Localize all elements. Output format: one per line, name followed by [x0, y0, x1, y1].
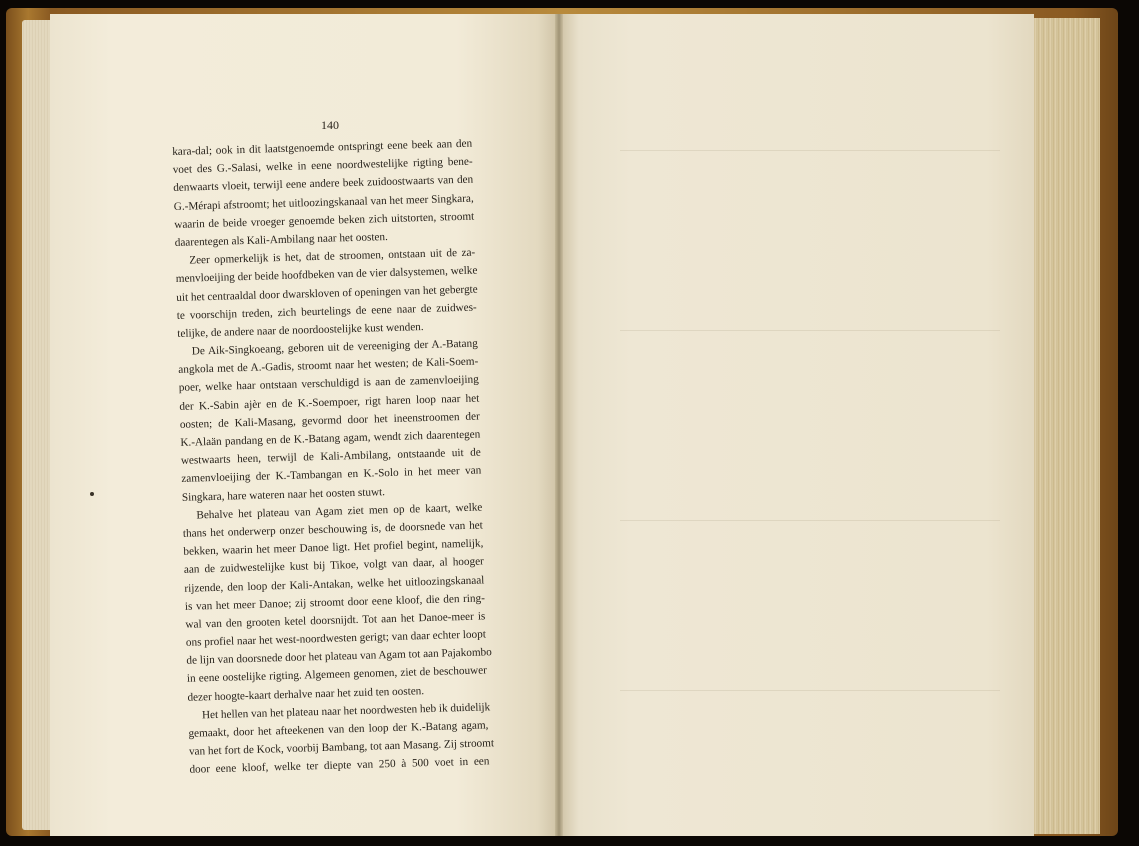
text-line: ons profiel naar het west-noordwesten gerigt; van daar echter loopt	[185, 628, 487, 649]
text-line: poer, welke haar ontstaan verschuldigd is aan de zamenvloeijing	[178, 373, 479, 395]
text-line: voet des G.-Salasi, welke in eene noordwestelijke rigting bene-	[172, 155, 473, 177]
text-line: telijke, de andere naar de noordoostelijke kust wenden.	[177, 320, 424, 340]
text-line: de lijn van doorsnede door het plateau van Agam tot aan Pajakombo	[186, 646, 492, 668]
text-line: Het hellen van het plateau naar het noordwesten heb ik duidelijk	[201, 701, 491, 722]
text-line: te voorschijn treden, zich beurtelings de eene naar de zuidwes-	[176, 301, 477, 322]
bleed-through-line	[620, 330, 1000, 331]
text-line: Behalve het plateau van Agam ziet men op de kaart, welke	[196, 501, 483, 522]
text-line: angkola met de A.-Gadis, stroomt naar het westen; de Kali-Soem-	[178, 355, 479, 377]
right-page-edges	[1032, 18, 1100, 834]
text-line: zamenvloeijing der K.-Tambangan en K.-Solo in het meer van	[181, 464, 482, 486]
body-text	[172, 135, 495, 780]
text-line: door eene kloof, welke ter diepte van 250 à 500 voet in een	[189, 755, 490, 777]
text-line: menvloeijing der beide hoofdbeken van de vier dalsystemen, welke	[175, 264, 478, 286]
text-line: der K.-Sabin ajèr en de K.-Soempoer, rigt haren loop naar het	[179, 392, 480, 413]
left-page-edges	[22, 20, 52, 830]
text-line: waarin de beide vroeger genoemde beken zich uitstorten, stroomt	[174, 210, 475, 231]
text-line: Zeer opmerkelijk is het, dat de stroomen, ontstaan uit de za-	[189, 246, 476, 267]
text-line: westwaarts heen, terwijl de Kali-Ambilang, ontstaande uit de	[180, 446, 481, 468]
text-line: uit het centraaldal door dwarskloven of openingen van het gebergte	[176, 283, 478, 304]
text-line: G.-Mérapi afstroomt; het uitloozingskanaal van het meer Singkara,	[173, 192, 474, 213]
text-line: De Aik-Singkoeang, geboren uit de vereeniging der A.-Batang	[191, 337, 478, 358]
text-line: thans het onderwerp onzer beschouwing is, de doorsnede van het	[182, 519, 483, 540]
text-line: rijzende, den loop der Kali-Antakan, welke het uitloozingskanaal	[184, 573, 485, 595]
text-line: bekken, waarin het meer Danoe ligt. Het profiel begint, namelijk,	[183, 537, 484, 558]
text-line: dezer hoogte-kaart derhalve naar het zuid ten oosten.	[187, 684, 425, 704]
right-page-blank	[560, 14, 1034, 836]
text-line: kara-dal; ook in dit laatstgenoemde ontspringt eene beek aan den	[172, 137, 473, 158]
text-line: aan de zuidwestelijke kust bij Tikoe, volgt van daar, al hooger	[183, 555, 484, 577]
text-line: Singkara, hare wateren naar het oosten stuwt.	[181, 485, 386, 504]
text-line: denwaarts vloeit, terwijl eene andere beek zuidoostwaarts van den	[173, 173, 474, 195]
bleed-through-line	[620, 520, 1000, 521]
text-line: gemaakt, door het afteekenen van den loop der K.-Batang agam,	[188, 719, 489, 740]
page-number: 140	[321, 118, 339, 132]
text-line: daarentegen als Kali-Ambilang naar het oosten.	[174, 230, 388, 249]
text-line: van het fort de Kock, voorbij Bambang, tot aan Masang. Zij stroomt	[188, 737, 495, 758]
text-line: wal van den grooten ketel doorsnijdt. Tot aan het Danoe-meer is	[185, 610, 486, 631]
text-line: K.-Alaän pandang en de K.-Batang agam, wendt zich daarentegen	[180, 428, 481, 449]
text-line: is van het meer Danoe; zij stroomt door eene kloof, die den ring-	[184, 592, 485, 613]
bleed-through-line	[620, 690, 1000, 691]
ink-speck	[90, 492, 94, 496]
bleed-through-line	[620, 150, 1000, 151]
text-line: oosten; de Kali-Masang, gevormd door het ineenstroomen der	[179, 410, 480, 431]
text-line: in eene oostelijke rigting. Algemeen genomen, ziet de beschouwer	[186, 664, 488, 686]
book-gutter	[555, 14, 563, 836]
